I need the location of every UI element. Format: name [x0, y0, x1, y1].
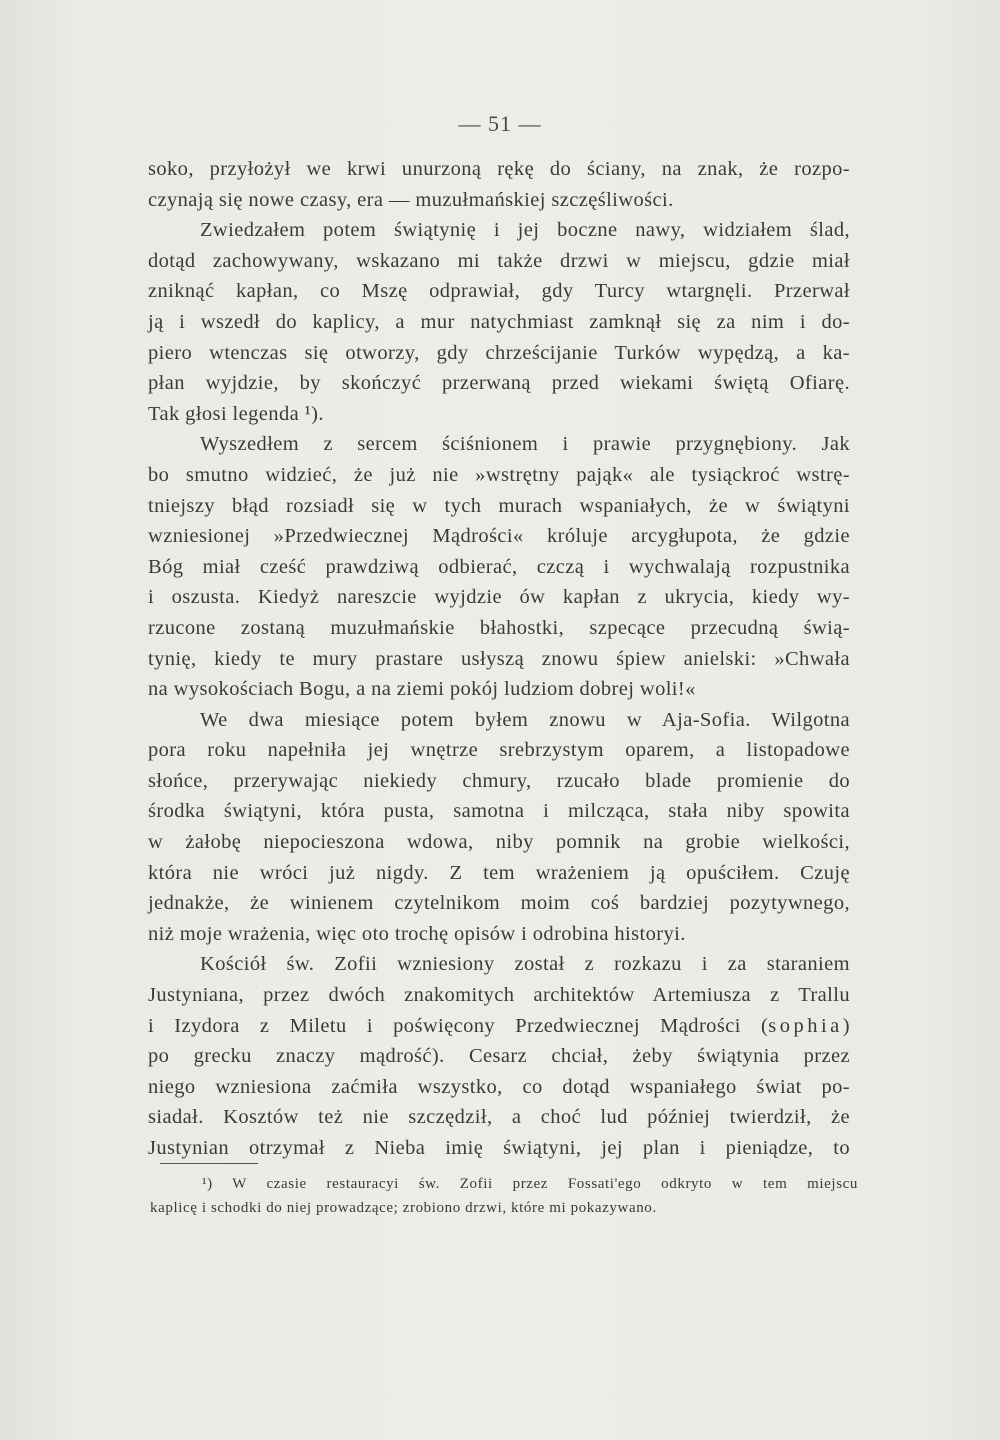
footnote-line: ¹) W czasie restauracyi św. Zofii przez Fossati'ego odkryto w tem miejscu: [202, 1176, 858, 1192]
text-line: Kościół św. Zofii wzniesiony został z rozkazu i za staraniem: [200, 953, 850, 976]
text-line: jednakże, że winienem czytelnikom moim coś bardziej pozytywnego,: [148, 892, 850, 915]
text-line: tynię, kiedy te mury prastare usłyszą znowu śpiew anielski: »Chwała: [148, 647, 850, 670]
text-line-part: i Izydora z Miletu i poświęcony Przedwiecznej Mądrości (: [148, 1014, 769, 1037]
text-line: na wysokościach Bogu, a na ziemi pokój ludziom dobrej woli!«: [148, 678, 696, 701]
text-line: Wyszedłem z sercem ściśnionem i prawie przygnębiony. Jak: [200, 433, 850, 456]
text-line: dotąd zachowywany, wskazano mi także drzwi w miejscu, gdzie miał: [148, 249, 850, 272]
text-line: zniknąć kapłan, co Mszę odprawiał, gdy Turcy wtargnęli. Przerwał: [148, 280, 850, 303]
text-line: siadał. Kosztów też nie szczędził, a choć lud później twierdził, że: [148, 1106, 850, 1129]
text-line: We dwa miesiące potem byłem znowu w Aja-Sofia. Wilgotna: [200, 708, 850, 731]
text-line: tniejszy błąd rozsiadł się w tych murach wspaniałych, że w świątyni: [148, 494, 850, 517]
footnote-line: kaplicę i schodki do niej prowadzące; zrobiono drzwi, które mi pokazywano.: [150, 1200, 657, 1216]
text-line: soko, przyłożył we krwi unurzoną rękę do ściany, na znak, że rozpo-: [148, 158, 850, 180]
text-line: piero wtenczas się otworzy, gdy chrześcijanie Turków wypędzą, a ka-: [148, 341, 850, 364]
text-line: Tak głosi legenda ¹).: [148, 402, 324, 425]
text-line: [148, 1011, 850, 1042]
text-line: słońce, przerywając niekiedy chmury, rzucało blade promienie do: [148, 769, 850, 792]
text-line: Bóg miał cześć prawdziwą odbierać, czczą i wychwalają rozpustnika: [148, 555, 850, 578]
body-text: [148, 154, 850, 1164]
text-line: Zwiedzałem potem świątynię i jej boczne nawy, widziałem ślad,: [200, 219, 850, 242]
footnote-divider: [160, 1163, 258, 1164]
text-line: ją i wszedł do kaplicy, a mur natychmiast zamknął się za nim i do-: [148, 310, 850, 333]
text-line: i oszusta. Kiedyż nareszcie wyjdzie ów kapłan z ukrycia, kiedy wy-: [148, 586, 850, 609]
text-line: Justynian otrzymał z Nieba imię świątyni, jej plan i pieniądze, to: [148, 1137, 850, 1159]
page-number: — 51 —: [458, 111, 542, 136]
text-line: w żałobę niepocieszona wdowa, niby pomnik na grobie wielkości,: [148, 831, 850, 854]
text-line: niż moje wrażenia, więc oto trochę opisów i odrobina historyi.: [148, 922, 686, 945]
text-line: po grecku znaczy mądrość). Cesarz chciał, żeby świątynia przez: [148, 1045, 850, 1068]
text-line: płan wyjdzie, by skończyć przerwaną przed wiekami świętą Ofiarę.: [148, 372, 850, 395]
text-line: niego wzniesiona zaćmiła wszystko, co dotąd wspaniałego świat po-: [148, 1075, 850, 1098]
text-line: Justyniana, przez dwóch znakomitych architektów Artemiusza z Trallu: [148, 984, 850, 1007]
text-line: rzucone zostaną muzułmańskie błahostki, szpecące przecudną świą-: [148, 616, 850, 639]
footnote: [150, 1172, 858, 1220]
text-line: wzniesionej »Przedwiecznej Mądrości« króluje arcygłupota, że gdzie: [148, 525, 850, 548]
text-line: środka świątyni, która pusta, samotna i milcząca, stała niby spowita: [148, 800, 850, 823]
text-line: pora roku napełniła jej wnętrze srebrzystym oparem, a listopadowe: [148, 739, 850, 762]
text-line-part: ): [842, 1014, 850, 1037]
spaced-word: sophia: [768, 1014, 843, 1037]
text-line: która nie wróci już nigdy. Z tem wrażeniem ją opuściłem. Czuję: [148, 861, 850, 884]
text-line: czynają się nowe czasy, era — muzułmańskiej szczęśliwości.: [148, 188, 674, 211]
text-line: bo smutno widzieć, że już nie »wstrętny pająk« ale tysiąckroć wstrę-: [148, 463, 850, 486]
